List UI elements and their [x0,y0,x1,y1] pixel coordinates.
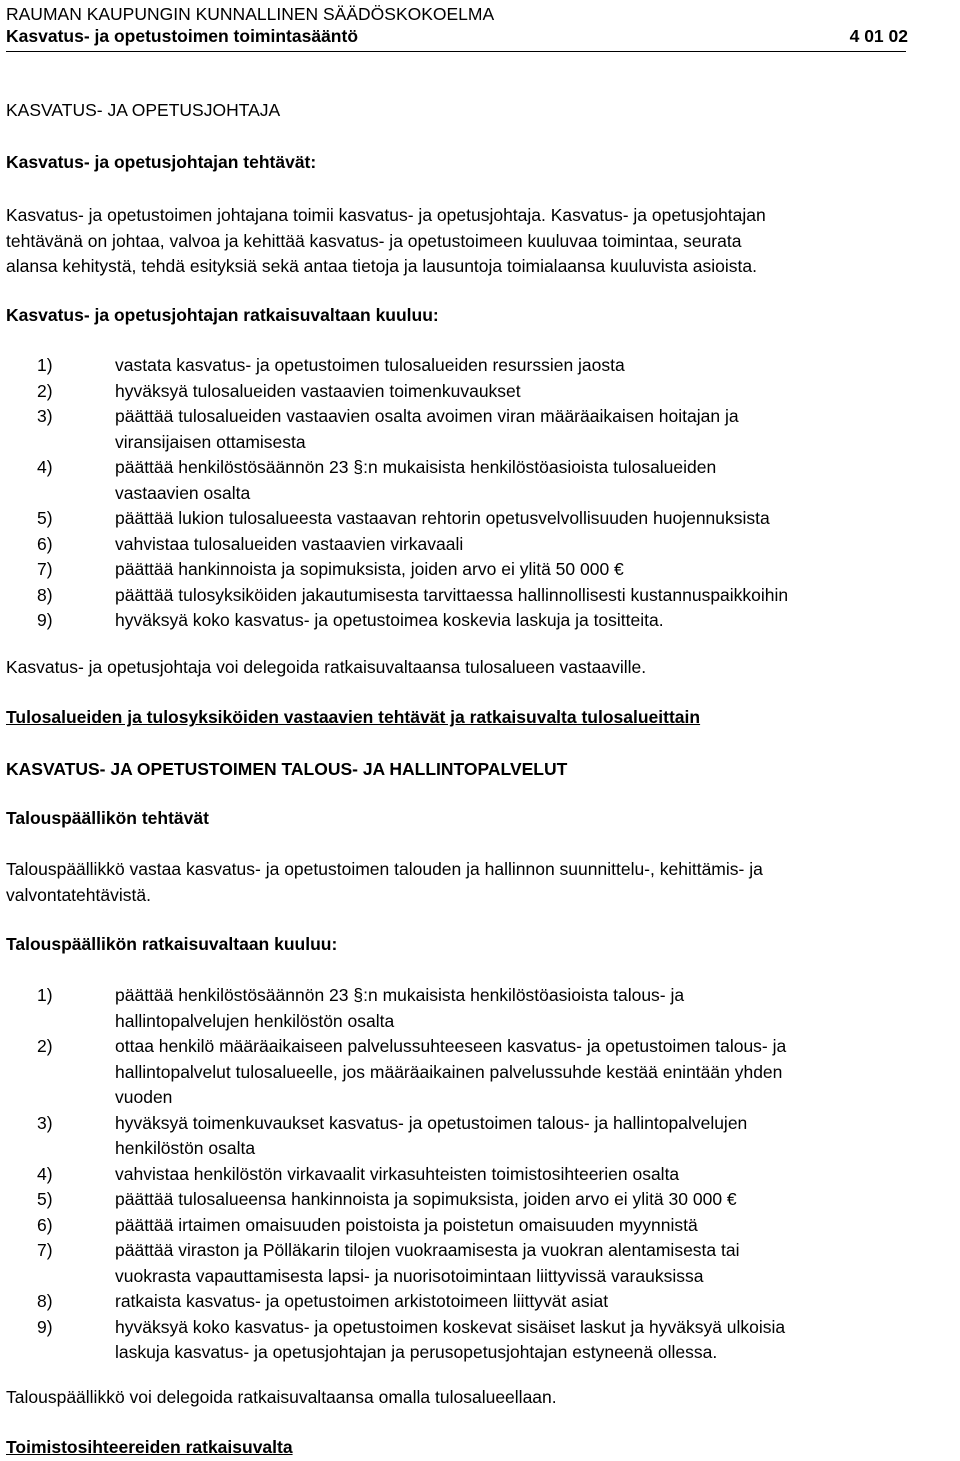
section-title: KASVATUS- JA OPETUSJOHTAJA [6,100,281,120]
list-item [6,353,960,379]
list-item [6,1162,960,1188]
item-number: 2) [37,1036,53,1056]
paragraph-line: tehtävänä on johtaa, valvoa ja kehittää kasvatus- ja opetustoimeen kuuluvaa toimintaa, seurata [6,230,742,251]
list-item [6,1187,960,1213]
item-number: 4) [37,457,53,477]
item-text: päättää viraston ja Pölläkarin tilojen vuokraamisesta ja vuokran alentamisesta tai [115,1240,740,1260]
authority-list [6,983,960,1366]
list-item [6,608,960,634]
list-item [6,1315,960,1366]
item-text: vastaavien osalta [115,482,251,503]
item-text: vahvistaa henkilöstön virkavaalit virkasuhteisten toimistosihteerien osalta [115,1163,680,1184]
list-item [6,1034,960,1111]
list-item [6,557,960,583]
authority-heading: Talouspäällikön ratkaisuvaltaan kuuluu: [6,934,338,954]
item-text: hyväksyä toimenkuvaukset kasvatus- ja opetustoimen talous- ja hallintopalvelujen [115,1112,748,1133]
item-text: hallintopalvelujen henkilöstön osalta [115,1010,395,1031]
item-text: henkilöstön osalta [115,1138,256,1158]
header-row [6,26,908,46]
item-text: päättää tulosyksiköiden jakautumisesta tarvittaessa hallinnollisesti kustannuspaikkoihin [115,584,789,605]
item-text: vastata kasvatus- ja opetustoimen tulosalueiden resurssien jaosta [115,355,625,375]
item-number: 4) [37,1163,53,1184]
item-text: hyväksyä koko kasvatus- ja opetustoimen koskevat sisäiset laskut ja hyväksyä ulkoisia [115,1316,786,1337]
section-title: KASVATUS- JA OPETUSTOIMEN TALOUS- JA HALLINTOPALVELUT [6,759,568,779]
item-text: päättää henkilöstösäännön 23 §:n mukaisista henkilöstöasioista tulosalueiden [115,457,717,477]
item-number: 8) [37,584,53,605]
item-text: ratkaista kasvatus- ja opetustoimen arkistotoimeen liittyvät asiat [115,1291,609,1311]
item-text: päättää hankinnoista ja sopimuksista, joiden arvo ei ylitä 50 000 € [115,559,624,579]
authority-heading: Kasvatus- ja opetusjohtajan ratkaisuvaltaan kuuluu: [6,305,439,325]
item-text: päättää tulosalueensa hankinnoista ja sopimuksista, joiden arvo ei ylitä 30 000 € [115,1189,737,1209]
list-item [6,583,960,609]
item-text: vahvistaa tulosalueiden vastaavien virkavaali [115,533,464,554]
item-number: 1) [37,355,53,375]
tasks-paragraph [6,203,766,280]
list-item [6,983,960,1034]
next-section-heading: Toimistosihteereiden ratkaisuvalta [6,1437,293,1457]
list-item [6,532,960,558]
list-item [6,379,960,405]
underlined-section-heading: Tulosalueiden ja tulosyksiköiden vastaavien tehtävät ja ratkaisuvalta tulosalueittain [6,707,701,727]
item-text: hyväksyä koko kasvatus- ja opetustoimea koskevia laskuja ja tositteita. [115,610,664,630]
list-item [6,404,960,455]
list-item [6,1213,960,1239]
item-text: vuokrasta vapauttamisesta lapsi- ja nuorisotoimintaan liittyvissä varauksissa [115,1265,704,1286]
item-text: päättää tulosalueiden vastaavien osalta avoimen viran määräaikaisen hoitajan ja [115,406,739,426]
item-number: 9) [37,1316,53,1337]
item-number: 5) [37,1189,53,1209]
list-item [6,455,960,506]
header-document-title: Kasvatus- ja opetustoimen toimintasääntö [6,26,359,46]
item-number: 7) [37,559,53,579]
header-divider [6,51,906,52]
item-number: 5) [37,508,53,528]
item-number: 6) [37,533,53,554]
item-number: 2) [37,380,53,401]
header-organization: RAUMAN KAUPUNGIN KUNNALLINEN SÄÄDÖSKOKOELMA [6,4,495,24]
item-text: päättää irtaimen omaisuuden poistoista ja poistetun omaisuuden myynnistä [115,1214,698,1235]
authority-list [6,353,960,634]
item-text: laskuja kasvatus- ja opetusjohtajan ja perusopetusjohtajan estyneenä ollessa. [115,1342,718,1362]
paragraph-line: valvontatehtävistä. [6,884,151,905]
item-text: hyväksyä tulosalueiden vastaavien toimenkuvaukset [115,380,521,401]
item-text: ottaa henkilö määräaikaiseen palvelussuhteeseen kasvatus- ja opetustoimen talous- ja [115,1036,787,1056]
item-number: 9) [37,610,53,630]
header-document-code: 4 01 02 [849,26,908,46]
item-text: vuoden [115,1087,173,1107]
item-number: 1) [37,985,53,1005]
item-number: 6) [37,1214,53,1235]
paragraph-line: Kasvatus- ja opetustoimen johtajana toimii kasvatus- ja opetusjohtaja. Kasvatus- ja opetusjohtajan [6,205,766,225]
item-text: päättää henkilöstösäännön 23 §:n mukaisista henkilöstöasioista talous- ja [115,985,685,1005]
delegation-note: Kasvatus- ja opetusjohtaja voi delegoida ratkaisuvaltaansa tulosalueen vastaaville. [6,657,647,677]
tasks-heading: Kasvatus- ja opetusjohtajan tehtävät: [6,152,317,172]
item-number: 3) [37,1112,53,1133]
tasks-heading: Talouspäällikön tehtävät [6,808,209,828]
item-number: 7) [37,1240,53,1260]
paragraph-line: alansa kehitystä, tehdä esityksiä sekä antaa tietoja ja lausuntoja toimialaansa kuuluvista asioista. [6,256,757,276]
item-text: viransijaisen ottamisesta [115,431,306,452]
list-item [6,1289,960,1315]
delegation-note: Talouspäällikkö voi delegoida ratkaisuvaltaansa omalla tulosalueellaan. [6,1387,557,1407]
tasks-paragraph [6,857,763,908]
list-item [6,506,960,532]
item-number: 8) [37,1291,53,1311]
item-text: päättää lukion tulosalueesta vastaavan rehtorin opetusvelvollisuuden huojennuksista [115,508,770,528]
item-number: 3) [37,406,53,426]
list-item [6,1111,960,1162]
list-item [6,1238,960,1289]
paragraph-line: Talouspäällikkö vastaa kasvatus- ja opetustoimen talouden ja hallinnon suunnittelu-, kehittämis- ja [6,859,763,879]
item-text: hallintopalvelut tulosalueelle, jos määräaikainen palvelussuhde kestää enintään yhden [115,1061,783,1082]
